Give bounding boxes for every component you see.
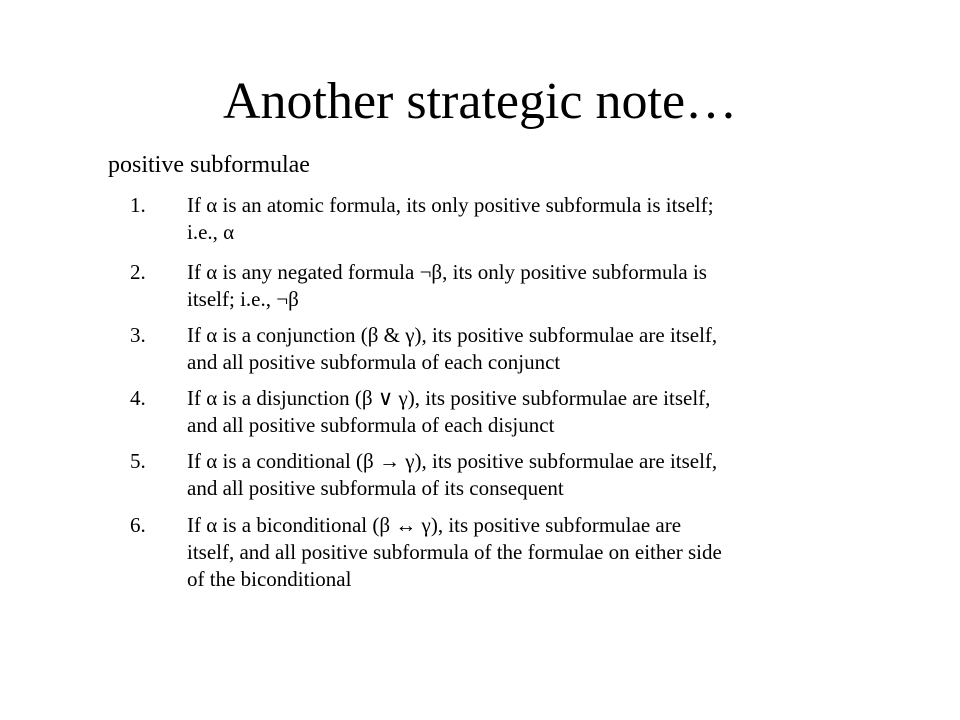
list-item-line: itself; i.e., ¬β <box>187 287 299 311</box>
list-item-number: 5. <box>130 449 146 473</box>
list-item-number: 2. <box>130 260 146 284</box>
slide-title: Another strategic note… <box>222 73 738 130</box>
list-item-text <box>187 512 887 593</box>
list-item-line: If α is an atomic formula, its only positive subformula is itself; <box>187 193 714 217</box>
list-item-text <box>187 259 887 313</box>
list-item-number: 1. <box>130 193 146 217</box>
list-item-line: and all positive subformula of each conjunct <box>187 350 561 374</box>
list-item-line: itself, and all positive subformula of the formulae on either side <box>187 540 722 564</box>
list-item-number: 6. <box>130 513 146 537</box>
list-item-line: and all positive subformula of its consequent <box>187 476 564 500</box>
list-item-line: i.e., α <box>187 220 235 244</box>
list-item-line: If α is a conjunction (β & γ), its positive subformulae are itself, <box>187 323 718 347</box>
list-item-line: If α is a disjunction (β ∨ γ), its positive subformulae are itself, <box>187 386 711 410</box>
slide-subtitle: positive subformulae <box>108 152 310 178</box>
list-item-line: If α is any negated formula ¬β, its only positive subformula is <box>187 260 707 284</box>
list-item-number: 4. <box>130 386 146 410</box>
list-item-number: 3. <box>130 323 146 347</box>
list-item-line: If α is a conditional (β → γ), its positive subformulae are itself, <box>187 449 718 473</box>
list-item-line: of the biconditional <box>187 567 352 591</box>
list-item-line: If α is a biconditional (β ↔ γ), its positive subformulae are <box>187 513 682 537</box>
list-item-line: and all positive subformula of each disjunct <box>187 413 555 437</box>
list-item-text <box>187 192 887 246</box>
list-item-text <box>187 448 887 502</box>
list-item-text <box>187 385 887 439</box>
list-item-text <box>187 322 887 376</box>
